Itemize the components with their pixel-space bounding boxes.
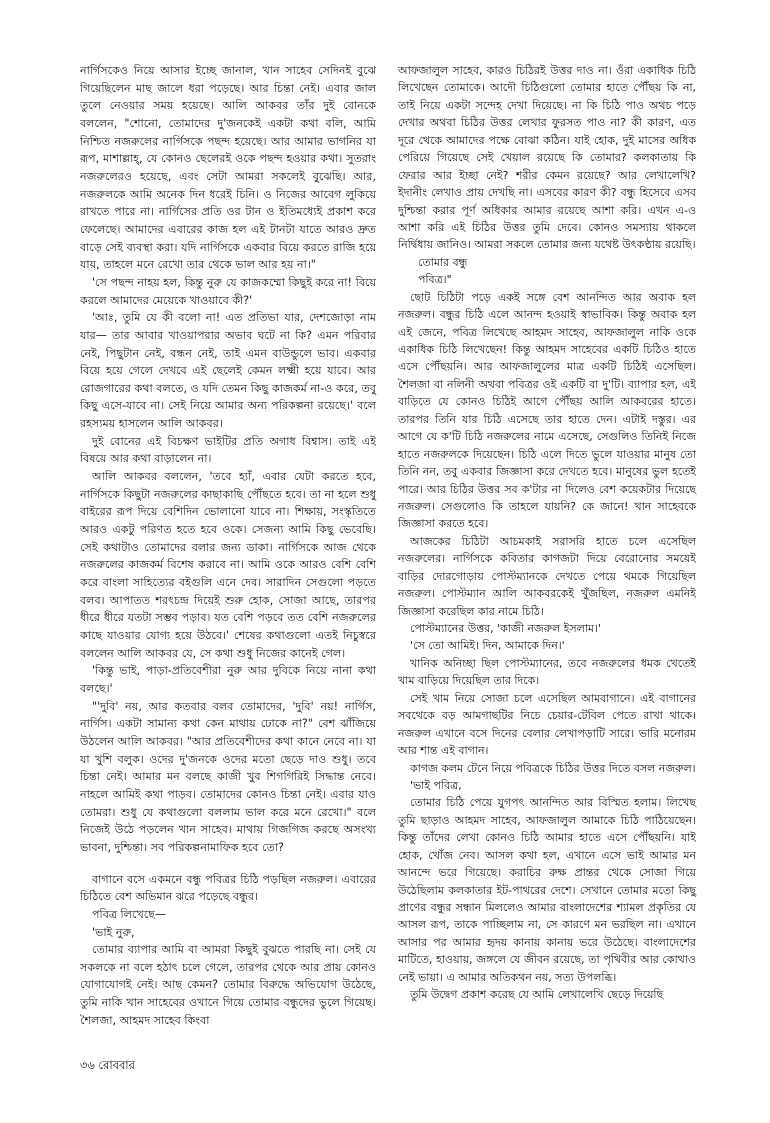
- letter-body: তোমার ব্যাপার আমি বা আমরা কিছুই বুঝতে পারছি না। সেই যে সকলকে না বলে হঠাৎ চলে গেলে, তারপর থেকে আর প্রায় কোনও যোগাযোগই নেই। আছ কেমন? তোমার বিরুদ্ধে অভিযোগ উঠেছে, তুমি নাকি খান সাহেবের ওখানে গিয়ে তোমার বন্ধুদের ভুলে গিয়েছ। শৈলজা, আহমদ সাহেব কিংবা: [80, 943, 376, 1027]
- letter-signature: পবিত্র।": [418, 273, 452, 287]
- paragraph: "'দুবি' নয়, আর কতবার বলব তোমাদের, 'দুবি' নয়! নার্গিস, নার্গিস। একটা সামান্য কথা কেন মাথায় ঢোকে না?" বেশ ঝাঁজিয়ে উঠলেন আলি আকবর। "আর প্রতিবেশীদের কথা কানে নেবে না। যা যা খুশি বলুক। ওদের দু'জনকে ওদের মতো ছেড়ে দাও শুধু। তবে চিন্তা নেই। আমার মন বলছে কাজী খুব শিগগিরিই সিদ্ধান্ত নেবে। নাহলে আমিই কথা পাড়ব। তোমাদের কোনও চিন্তা নেই। এবার যাও তোমরা। শুধু যে কথাগুলো বললাম ভাল করে মনে রেখো।" বলে নিজেই উঠে পড়লেন খান সাহেব। মাথায় গিজগিজ করছে অসংখ্য ভাবনা, দুশ্চিন্তা। সব পরিকল্পনামাফিক হবে তো?: [80, 699, 376, 854]
- paragraph: দুই বোনের এই বিচক্ষণ ভাইটির প্রতি অগাধ বিশ্বাস। তাই এই বিষয়ে আর কথা বাড়ালেন না।: [80, 434, 376, 466]
- paragraph: 'আঃ, তুমি যে কী বলো না! এত প্রতিভা যার, দেশজোড়া নাম যার— তার আবার খাওয়াপরার অভাব ঘটে না কি? এমন পরিবার নেই, পিছুটান নেই, বন্ধন নেই, তাই এমন বাউন্ডুলে ভাব। একবার বিয়ে হয়ে গেলে দেখবে এই ছেলেই কেমন লক্ষ্মী হয়ে যাবে। আর রোজগারের কথা বলতে, ও যদি তেমন কিছু কাজকর্ম না-ও করে, তবু কিছু এসে-যাবে না। সেই নিয়ে আমার অন্য পরিকল্পনা রয়েছে।' বলে রহস্যময় হাসলেন আলি আকবর।: [80, 311, 376, 431]
- paragraph: পোস্টম্যানের উত্তর, 'কাজী নজরুল ইসলাম।': [410, 622, 601, 635]
- right-text-column: [398, 62, 696, 1004]
- paragraph: ছোট চিঠিটা পড়ে একই সঙ্গে বেশ আনন্দিত আর অবাক হল নজরুল। বন্ধুর চিঠি এলে আনন্দ হওয়াই স্বাভাবিক। কিন্তু অবাক হল এই জেনে, পবিত্র লিখেছে আহমদ সাহেব, আফজালুল নাকি ওকে একাধিক চিঠি লিখেছেন! কিন্তু আহমদ সাহেবের একটি চিঠিও হাতে এসে পৌঁছয়নি। আর আফজালুলের মাত্র একটি চিঠিই এসেছিল। শৈলজা বা নলিনী অথবা পবিত্রর ওই একটি বা দু'টি। ব্যাপার হল, এই বাড়িতে যে কোনও চিঠিই আগে পৌঁছয় আলি আকবরের হাতে। তারপর তিনি যার চিঠি এসেছে তার হাতে দেন। এটাই দস্তুর। এর আগে যে ক'টি চিঠি নজরুলের নামে এসেছে, সেগুলিও তিনিই নিজে হাতে নজরুলকে দিয়েছেন। চিঠি এলে দিতে ভুলে যাওয়ার মানুষ তো তিনি নন, তবু একবার জিজ্ঞাসা করে দেখতে হবে। মানুষের ভুল হতেই পারে। আর চিঠির উত্তর সব ক'টার না দিলেও বেশ কয়েকটার দিয়েছে নজরুল। সেগুলোও কি তাহলে যায়নি? কে জানে! খান সাহেবকে জিজ্ঞাসা করতে হবে।: [398, 290, 696, 531]
- page-number-footer: ৩৬ রোববার: [80, 1058, 135, 1072]
- paragraph: পবিত্র লিখেছে—: [92, 907, 167, 921]
- letter-body: তুমি উদ্বেগ প্রকাশ করেছ যে আমি লেখালেখি ছেড়ে দিয়েছি: [410, 988, 664, 1002]
- paragraph: আজকের চিঠিটা আচমকাই সরাসরি হাতে চলে এসেছিল নজরুলের। নার্গিসকে কবিতার কাগজটা দিয়ে বেরোনোর সময়েই বাড়ির দোরগোড়ায় পোস্টম্যানকে দেখতে পেয়ে থমকে গিয়েছিল নজরুল। পোস্টম্যান আলি আকবরকেই খুঁজছিল, নজরুল এমনিই জিজ্ঞাসা করেছিল কার নামে চিঠি।: [398, 534, 696, 618]
- letter-body: আফজালুল সাহেব, কারও চিঠিরই উত্তর দাও না। ওঁরা একাধিক চিঠি লিখেছেন তোমাকে। আদৌ চিঠিগুলো তোমার হাতে পৌঁছয় কি না, তাই নিয়ে একটা সন্দেহ দেখা দিয়েছে। না কি চিঠি পাও অথচ পড়ে দেখার অথবা চিঠির উত্তর লেখার ফুরসত পাও না? কী কারণ, এত দূরে থেকে আমাদের পক্ষে বোঝা কঠিন। যাই হোক, দুই মাসের অধিক পেরিয়ে গিয়েছে সেই খেয়াল রয়েছে কি তোমার? কলকাতায় কি ফেরার আর ইচ্ছা নেই? শরীর কেমন রয়েছে? আর লেখালেখি? ইদানীং লেখাও প্রায় দেখছি না। এসবের কারণ কী? বন্ধু হিসেবে এসব দুশ্চিন্তা করার পূর্ণ অধিকার আমার রয়েছে আশা করি। এখন এ-ও আশা করি এই চিঠির উত্তর তুমি দেবে। কোনও সমস্যায় থাকলে নির্দ্বিধায় জানিও। আমরা সকলে তোমার জন্য যথেষ্ট উৎকণ্ঠায় রয়েছি।: [398, 64, 696, 252]
- letter-closing: তোমার বন্ধু: [418, 255, 468, 269]
- paragraph: নার্গিসকেও নিয়ে আসার ইচ্ছে জানাল, খান সাহেব সেদিনই বুঝে গিয়েছিলেন মাছ জালে ধরা পড়েছে। আর চিন্তা নেই। এবার জাল তুলে নেওয়ার সময় হয়েছে। আলি আকবর তাঁর দুই বোনকে বললেন, "শোনো, তোমাদের দু'জনকেই একটা কথা বলি, আমি নিশ্চিত নজরুলের নার্গিসকে পছন্দ হয়েছে। আর আমার ভাগনির যা রূপ, মাশাল্লাহ্, যে কোনও ছেলেরই ওকে পছন্দ হওয়ার কথা। সুতরাং নজরুলেরও হয়েছে, এবং সেটা আমরা সকলেই বুঝেছি। আর, নজরুলকে আমি অনেক দিন ধরেই চিনি। ও নিজের আবেগ লুকিয়ে রাখতে পারে না। নার্গিসের প্রতি ওর টান ও ইতিমধ্যেই প্রকাশ করে ফেলেছে। আমাদের এবারের কাজ হল এই টানটা যাতে আরও দ্রুত বাড়ে সেই ব্যবস্থা করা। যদি নার্গিসকে একবার বিয়ে করতে রাজি হয়ে যায়, তাহলে মনে রেখো তার থেকে ভাল আর হয় না।": [80, 64, 376, 272]
- paragraph: খানিক অনিচ্ছা ছিল পোস্টম্যানের, তবে নজরুলের ধমক খেতেই খাম বাড়িয়ে দিয়েছিল তার দিকে।: [398, 656, 696, 688]
- paragraph: কাগজ কলম টেনে নিয়ে পবিত্রকে চিঠির উত্তর দিতে বসল নজরুল।: [410, 761, 696, 775]
- paragraph: 'সে পছন্দ নাহয় হল, কিন্তু নুরু যে কাজকম্মো কিছুই করে না! বিয়ে করলে আমাদের মেয়েকে খাওয়াবে কী?': [80, 275, 376, 307]
- paragraph: বাগানে বসে একমনে বন্ধু পবিত্রর চিঠি পড়ছিল নজরুল। এবারের চিঠিতে বেশ অভিমান ঝরে পড়েছে বন্ধুর।: [80, 872, 376, 904]
- paragraph: আলি আকবর বললেন, 'তবে হ্যাঁ, এবার যেটা করতে হবে, নার্গিসকে কিছুটা নজরুলের কাছাকাছি পৌঁছতে হবে। তা না হলে শুধু বাইরের রূপ দিয়ে বেশিদিন ভোলানো যাবে না। শিক্ষায়, সংস্কৃতিতে আরও একটু পরিণত হতে হবে ওকে। সেজন্য আমি কিছু ভেবেছি। সেই কথাটাও তোমাদের বলার জন্য ডাকা। নার্গিসকে আজ থেকে নজরুলের কাজকর্ম বিশেষ করাবে না। আমি ওকে আরও বেশি বেশি করে বাংলা সাহিত্যের বইগুলি এনে দেব। সারাদিন সেগুলো পড়তে বলব। আপাতত শরৎচন্দ্র দিয়েই শুরু হোক, সোজা আছে, তারপর ধীরে ধীরে যতটা সম্ভব পড়াব। যত বেশি পড়বে তত বেশি নজরুলের কাছে যাওয়ার যোগ্য হয়ে উঠবে।' শেষের কথাগুলো এতই নিচুস্বরে বললেন আলি আকবর যে, সে কথা শুধু নিজের কানেই গেল।: [80, 470, 376, 660]
- paragraph: 'কিন্তু ভাই, পাড়া-প্রতিবেশীরা নুরু আর দুবিকে নিয়ে নানা কথা বলছে।': [80, 664, 376, 695]
- paragraph: 'সে তো আমিই। দিন, আমাকে দিন।': [410, 639, 565, 653]
- letter-body: তোমার চিঠি পেয়ে যুগপৎ আনন্দিত আর বিস্মিত হলাম। লিখেছ তুমি ছাড়াও আহমদ সাহেব, আফজালুল আমাকে চিঠি পাঠিয়েছেন। কিন্তু তাঁদের লেখা কোনও চিঠি আমার হাতে এসে পৌঁছয়নি। যাই হোক, খোঁজ নেব। আসল কথা হল, এখানে এসে ভাই আমার মন আনন্দে ভরে গিয়েছে। করাচির রুক্ষ প্রান্তর থেকে সোজা গিয়ে উঠেছিলাম কলকাতার ইট-পাথরের দেশে। সেখানে তোমার মতো কিছু প্রাণের বন্ধুর সন্ধান মিললেও আমার বাংলাদেশের শ্যামল প্রকৃতির যে আসল রূপ, তাকে পাচ্ছিলাম না, সে কারণে মন ভরছিল না। এখানে আসার পর আমার হৃদয় কানায় কানায় ভরে উঠেছে। বাংলাদেশের মাটিতে, হাওয়ায়, জঙ্গলে যে জীবন রয়েছে, তা পৃথিবীর আর কোথাও নেই ভায়া। এ আমার অতিকথন নয়, সত্য উপলব্ধি।: [398, 796, 696, 984]
- paragraph: সেই খাম নিয়ে সোজা চলে এসেছিল আমবাগানে। এই বাগানের সবথেকে বড় আমগাছটির নিচে চেয়ার-টেবিল পেতে রাখা থাকে। নজরুল এখানে বসে দিনের বেলার লেখাপড়াটি সারে। ভারি মনোরম আর শান্ত এই বাগান।: [398, 691, 696, 758]
- letter-salutation: 'ভাই পবিত্র,: [410, 778, 462, 792]
- letter-salutation: 'ভাই নুরু,: [92, 925, 135, 939]
- left-text-column: [80, 62, 376, 1029]
